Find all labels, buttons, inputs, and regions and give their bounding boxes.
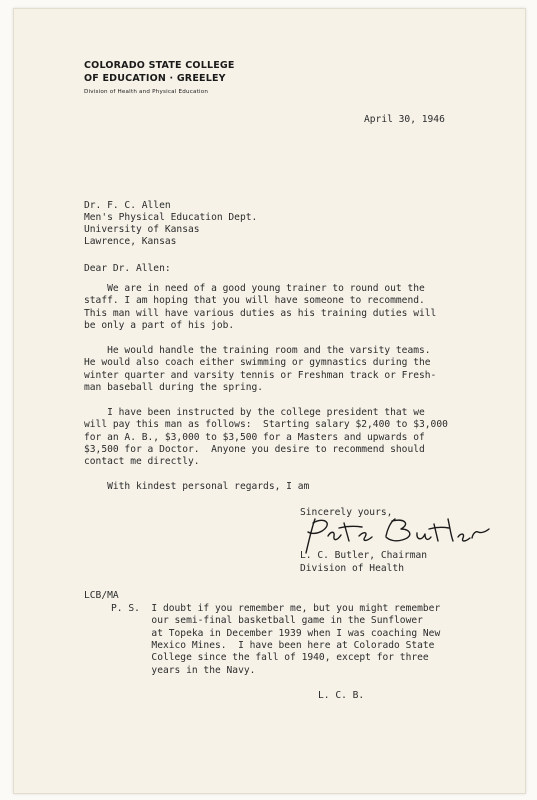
closing-line: With kindest personal regards, I am (84, 481, 310, 492)
postscript-line: Mexico Mines. I have been here at Colorado State (111, 640, 435, 651)
paragraph-line: for an A. B., $3,000 to $3,500 for a Masters and upwards of (84, 432, 425, 443)
salutation: Dear Dr. Allen: (84, 263, 171, 274)
postscript-line: our semi-final basketball game in the Sunflower (111, 615, 423, 626)
paragraph-line: I have been instructed by the college president that we (84, 407, 425, 418)
recipient-line-3: University of Kansas (84, 224, 200, 235)
postscript-line: College since the fall of 1940, except for three (111, 652, 429, 663)
paragraph-line: will pay this man as follows: Starting salary $2,400 to $3,000 (84, 419, 448, 430)
recipient-line-4: Lawrence, Kansas (84, 236, 177, 247)
postscript-line: years in the Navy. (111, 665, 256, 676)
valediction: Sincerely yours, (300, 507, 393, 518)
paragraph-line: contact me directly. (84, 456, 200, 467)
postscript-line: P. S. I doubt if you remember me, but you might remember (111, 603, 441, 614)
paragraph-line: staff. I am hoping that you will have someone to recommend. (84, 295, 425, 306)
letter-page (13, 8, 526, 794)
signer-name: L. C. Butler, Chairman (300, 550, 428, 561)
recipient-line-1: Dr. F. C. Allen (84, 200, 171, 211)
recipient-line-2: Men's Physical Education Dept. (84, 212, 258, 223)
letterhead-division: Division of Health and Physical Education (84, 89, 209, 95)
paragraph-line: man baseball during the spring. (84, 382, 264, 393)
reference-initials: LCB/MA (84, 590, 119, 601)
letterhead-line-1: COLORADO STATE COLLEGE (84, 60, 235, 71)
paragraph-line: be only a part of his job. (84, 320, 235, 331)
paragraph-line: He would handle the training room and the varsity teams. (84, 345, 431, 356)
letterhead-line-2: OF EDUCATION · GREELEY (84, 73, 226, 84)
paragraph-line: He would also coach either swimming or gymnastics during the (84, 357, 431, 368)
signer-title: Division of Health (300, 563, 404, 574)
postscript-line: at Topeka in December 1939 when I was coaching New (111, 628, 441, 639)
paragraph-line: $3,500 for a Doctor. Anyone you desire to recommend should (84, 444, 425, 455)
paragraph-line: This man will have various duties as his training duties will (84, 308, 437, 319)
paragraph-line: winter quarter and varsity tennis or Freshman track or Fresh- (84, 370, 437, 381)
postscript-initials: L. C. B. (318, 690, 365, 701)
letter-date: April 30, 1946 (364, 114, 445, 125)
paragraph-line: We are in need of a good young trainer to round out the (84, 283, 425, 294)
